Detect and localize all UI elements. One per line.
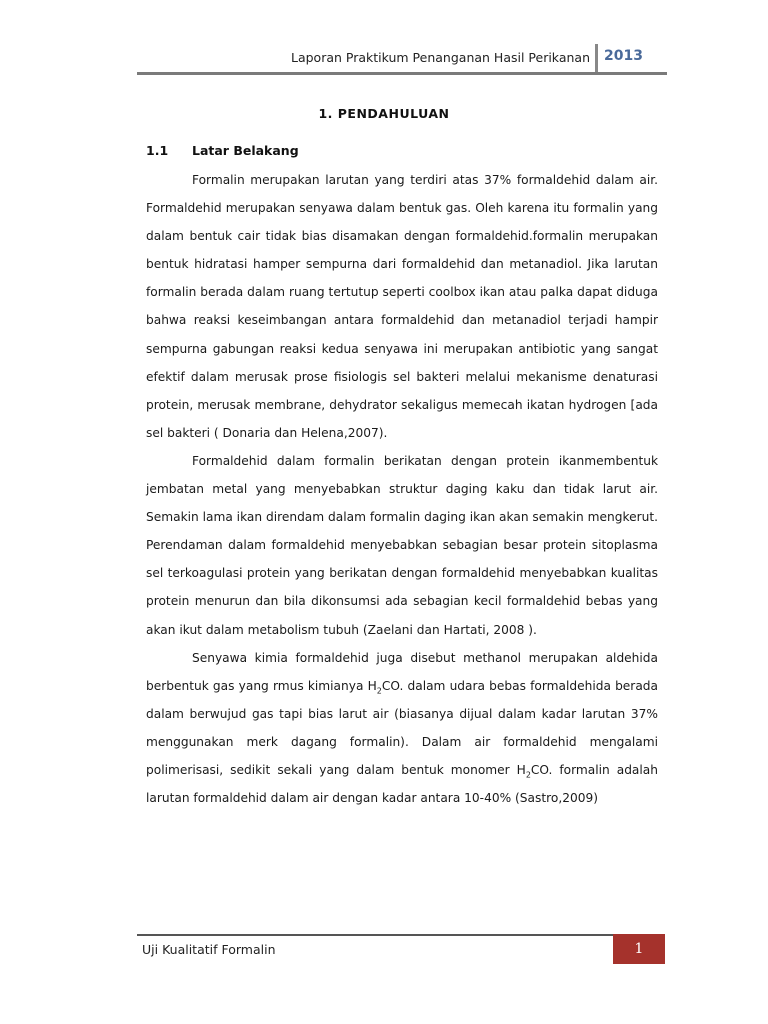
page-number: 1 [613,934,665,964]
header-year: 2013 [604,48,643,64]
running-header-title: Laporan Praktikum Penanganan Hasil Perikanan [291,50,590,65]
section-title: Latar Belakang [192,143,299,158]
paragraph-3 [146,644,658,813]
paragraph-1: Formalin merupakan larutan yang terdiri atas 37% formaldehid dalam air. Formaldehid merupakan senyawa dalam bentuk gas. Oleh karena itu formalin yang dalam bentuk cair tidak bias disamakan dengan formaldehid.formalin merupakan bentuk hidratasi hamper sempurna dari formaldehid dan metanadiol. Jika larutan formalin berada dalam ruang tertutup seperti coolbox ikan atau palka dapat diduga bahwa reaksi keseimbangan antara formaldehid dan metanadiol terjadi hampir sempurna gabungan reaksi kedua senyawa ini merupakan antibiotic yang sangat efektif dalam merusak prose fisiologis sel bakteri melalui mekanisme denaturasi protein, merusak membrane, dehydrator sekaligus memecah ikatan hydrogen [ada sel bakteri ( Donaria dan Helena,2007). [146,173,658,440]
paragraph-3-part-c: CO. formalin adalah larutan formaldehid dalam air dengan kadar antara 10-40% (Sastro,2009) [146,762,658,806]
chapter-title: 1. PENDAHULUAN [318,106,450,121]
header-divider [595,44,598,74]
header-rule [137,72,667,75]
running-footer-title: Uji Kualitatif Formalin [142,942,276,957]
paragraph-3-part-b: CO. dalam udara bebas formaldehida berada dalam berwujud gas tapi bias larut air (biasanya dijual dalam kadar larutan 37% menggunakan merk dagang formalin). Dalam air formaldehid mengalami polimerisasi, sedikit sekali yang dalam bentuk monomer H [146,678,658,777]
footer-rule [137,934,613,936]
subscript-2: 2 [376,686,382,696]
paragraph-3-part-a: Senyawa kimia formaldehid juga disebut methanol merupakan aldehida berbentuk gas yang rmus kimianya H [146,650,658,693]
subscript-2: 2 [525,770,531,780]
body-text [146,166,658,812]
section-number: 1.1 [146,143,169,158]
paragraph-2: Formaldehid dalam formalin berikatan dengan protein ikanmembentuk jembatan metal yang menyebabkan struktur daging kaku dan tidak larut air. Semakin lama ikan direndam dalam formalin daging ikan akan semakin mengkerut. Perendaman dalam formaldehid menyebabkan sebagian besar protein sitoplasma sel terkoagulasi protein yang berikatan dengan formaldehid menyebabkan kualitas protein menurun dan bila dikonsumsi ada sebagian kecil formaldehid bebas yang akan ikut dalam metabolism tubuh (Zaelani dan Hartati, 2008 ). [146,453,658,637]
